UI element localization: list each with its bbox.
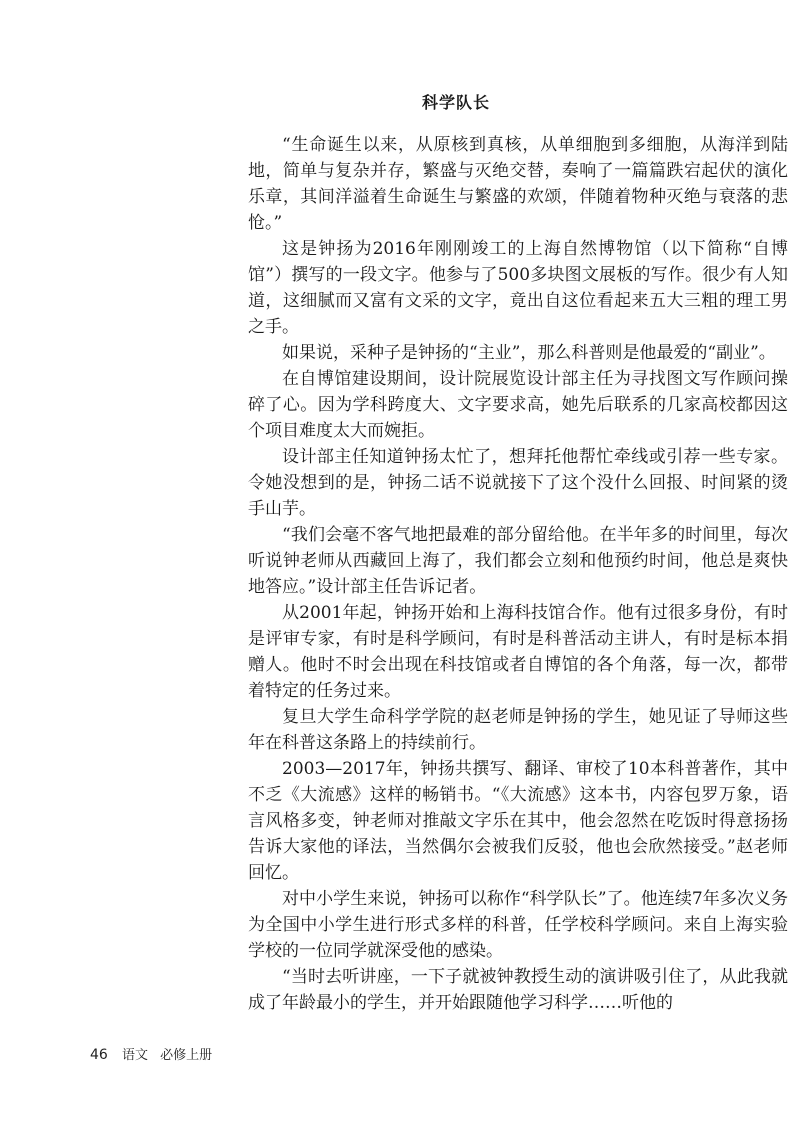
paragraph: 从2001年起，钟扬开始和上海科技馆合作。他有过很多身份，有时是评审专家，有时是科学顾问，有时是科普活动主讲人，有时是标本捐赠人。他时不时会出现在科技馆或者自博馆的各个角落，每一次，都带着特定的任务过来。 [248,603,788,701]
paragraph: “我们会毫不客气地把最难的部分留给他。在半年多的时间里，每次听说钟老师从西藏回上海了，我们都会立刻和他预约时间，他总是爽快地答应。”设计部主任告诉记者。 [248,525,788,597]
paragraph: 如果说，采种子是钟扬的“主业”，那么科普则是他最爱的“副业”。 [282,343,776,363]
paragraph: 对中小学生来说，钟扬可以称作“科学队长”了。他连续7年多次义务为全国中小学生进行形式多样的科普，任学校科学顾问。来自上海实验学校的一位同学就深受他的感染。 [248,889,788,961]
paragraph: “生命诞生以来，从原核到真核，从单细胞到多细胞，从海洋到陆地，简单与复杂并存，繁盛与灭绝交替，奏响了一篇篇跌宕起伏的演化乐章，其间洋溢着生命诞生与繁盛的欢颂，伴随着物种灭绝与衰落的悲怆。” [248,135,788,233]
paragraph: “当时去听讲座，一下子就被钟教授生动的演讲吸引住了，从此我就成了年龄最小的学生，并开始跟随他学习科学……听他的 [248,967,788,1013]
book-volume: 必修上册 [160,1048,213,1063]
paragraph: 设计部主任知道钟扬太忙了，想拜托他帮忙牵线或引荐一些专家。令她没想到的是，钟扬二话不说就接下了这个没什么回报、时间紧的烫手山芋。 [248,447,788,519]
book-name: 语文 [121,1048,148,1063]
page-title: 科学队长 [421,93,490,112]
paragraph: 2003—2017年，钟扬共撰写、翻译、审校了10本科普著作，其中不乏《大流感》这样的畅销书。“《大流感》这本书，内容包罗万象，语言风格多变，钟老师对推敲文字乐在其中，他会忽然在吃饭时得意扬扬告诉大家他的译法，当然偶尔会被我们反驳，他也会欣然接受。”赵老师回忆。 [248,759,788,883]
article-body [248,132,788,1016]
paragraph: 这是钟扬为2016年刚刚竣工的上海自然博物馆（以下简称“自博馆”）撰写的一段文字。他参与了500多块图文展板的写作。很少有人知道，这细腻而又富有文采的文字，竟出自这位看起来五大三粗的理工男之手。 [248,239,788,337]
paragraph: 在自博馆建设期间，设计院展览设计部主任为寻找图文写作顾问操碎了心。因为学科跨度大、文字要求高，她先后联系的几家高校都因这个项目难度太大而婉拒。 [248,369,788,441]
paragraph: 复旦大学生命科学学院的赵老师是钟扬的学生，她见证了导师这些年在科普这条路上的持续前行。 [248,707,788,753]
page-footer [90,1044,212,1063]
page-number: 46 [90,1047,108,1063]
